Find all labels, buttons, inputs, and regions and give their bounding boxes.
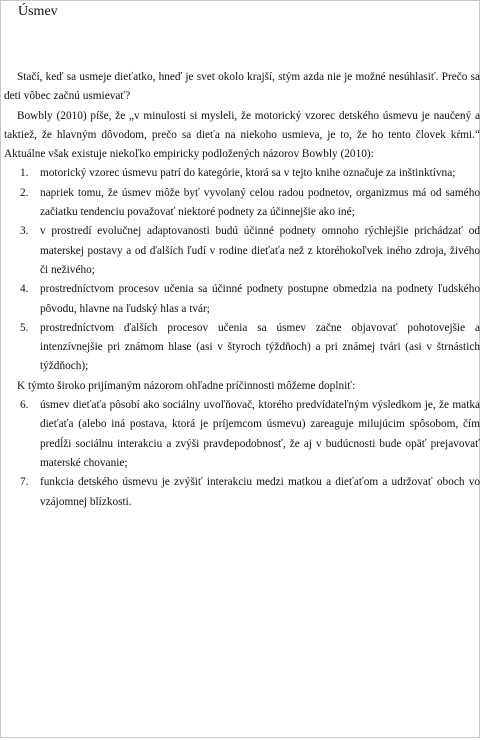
list-item-text: napriek tomu, že úsmev môže byť vyvolaný celou radou podnetov, organizmus má od samého začiatku tendenciu považovať niektoré podnety za účinnejšie ako iné; [40,186,480,219]
list-number: 1. [20,167,29,180]
list-number: 6. [20,399,29,412]
paragraph-intro: Stačí, keď sa usmeje dieťatko, hneď je svet okolo krajší, stým azda nie je možné nesúhlasiť. Prečo sa deti vôbec začnú usmievať? [4,71,480,103]
list-item-text: v prostredí evolučnej adaptovanosti budú účinné podnety omnoho rýchlejšie prichádzať od materskej postavy a od ďalších ľudí v rodine dieťaťa než z ktoréhokoľvek iného zdroja, živého či neživého; [40,225,480,276]
page-title: Úsmev [18,4,58,19]
list-additions [4,396,480,512]
list-item [4,222,480,280]
list-item-text: prostredníctvom ďalších procesov učenia sa úsmev začne objavovať pohotovejšie a intenzívnejšie pri známom hlase (asi v štyroch týždňoch) a pri známej tvári (asi v štrnástich týždňoch); [40,321,480,373]
list-item [4,396,480,473]
list-number: 5. [20,321,29,334]
list-item [4,184,480,223]
list-number: 3. [20,225,29,238]
list-views [4,164,480,376]
document-body [4,68,480,512]
list-number: 7. [20,476,29,489]
list-item [4,164,480,183]
list-item-text: prostredníctvom procesov učenia sa účinné podnety postupne obmedzia na podnety ľudského pôvodu, hlavne na ľudský hlas a tvár; [40,283,480,315]
list-item [4,319,480,377]
list-number: 2. [20,186,29,199]
list-item [4,280,480,319]
list-number: 4. [20,283,29,296]
list-item-text: funkcia detského úsmevu je zvýšiť interakciu medzi matkou a dieťaťom a udržovať oboch vo vzájomnej blízkosti. [40,476,480,508]
list-item-text: motorický vzorec úsmevu patrí do kategórie, ktorá sa v tejto knihe označuje za inštinktívna; [40,167,456,180]
paragraph-bridge: K týmto široko prijímaným názorom ohľadne príčinnosti môžeme doplniť: [17,379,356,392]
paragraph-bowbly: Bowbly (2010) píše, že „v minulosti si mysleli, že motorický vzorec detského úsmevu je naučený a taktiež, že hlavným dôvodom, prečo sa dieťa na niekoho usmieva, je to, že ho tento človek kŕmi.“ Aktuálne však existuje niekoľko empiricky podložených názorov Bowbly (2010): [4,109,480,161]
list-item-text: úsmev dieťaťa pôsobí ako sociálny uvoľňovač, ktorého predvídateľným výsledkom je, že matka dieťaťa (alebo iná postava, ktorá je príjemcom úsmevu) zareaguje milujúcim spôsobom, čím predĺži sociálnu interakciu a zvýši pravdepodobnosť, že aj v budúcnosti bude opäť prejavovať materské chovanie; [40,399,480,469]
list-item [4,473,480,512]
